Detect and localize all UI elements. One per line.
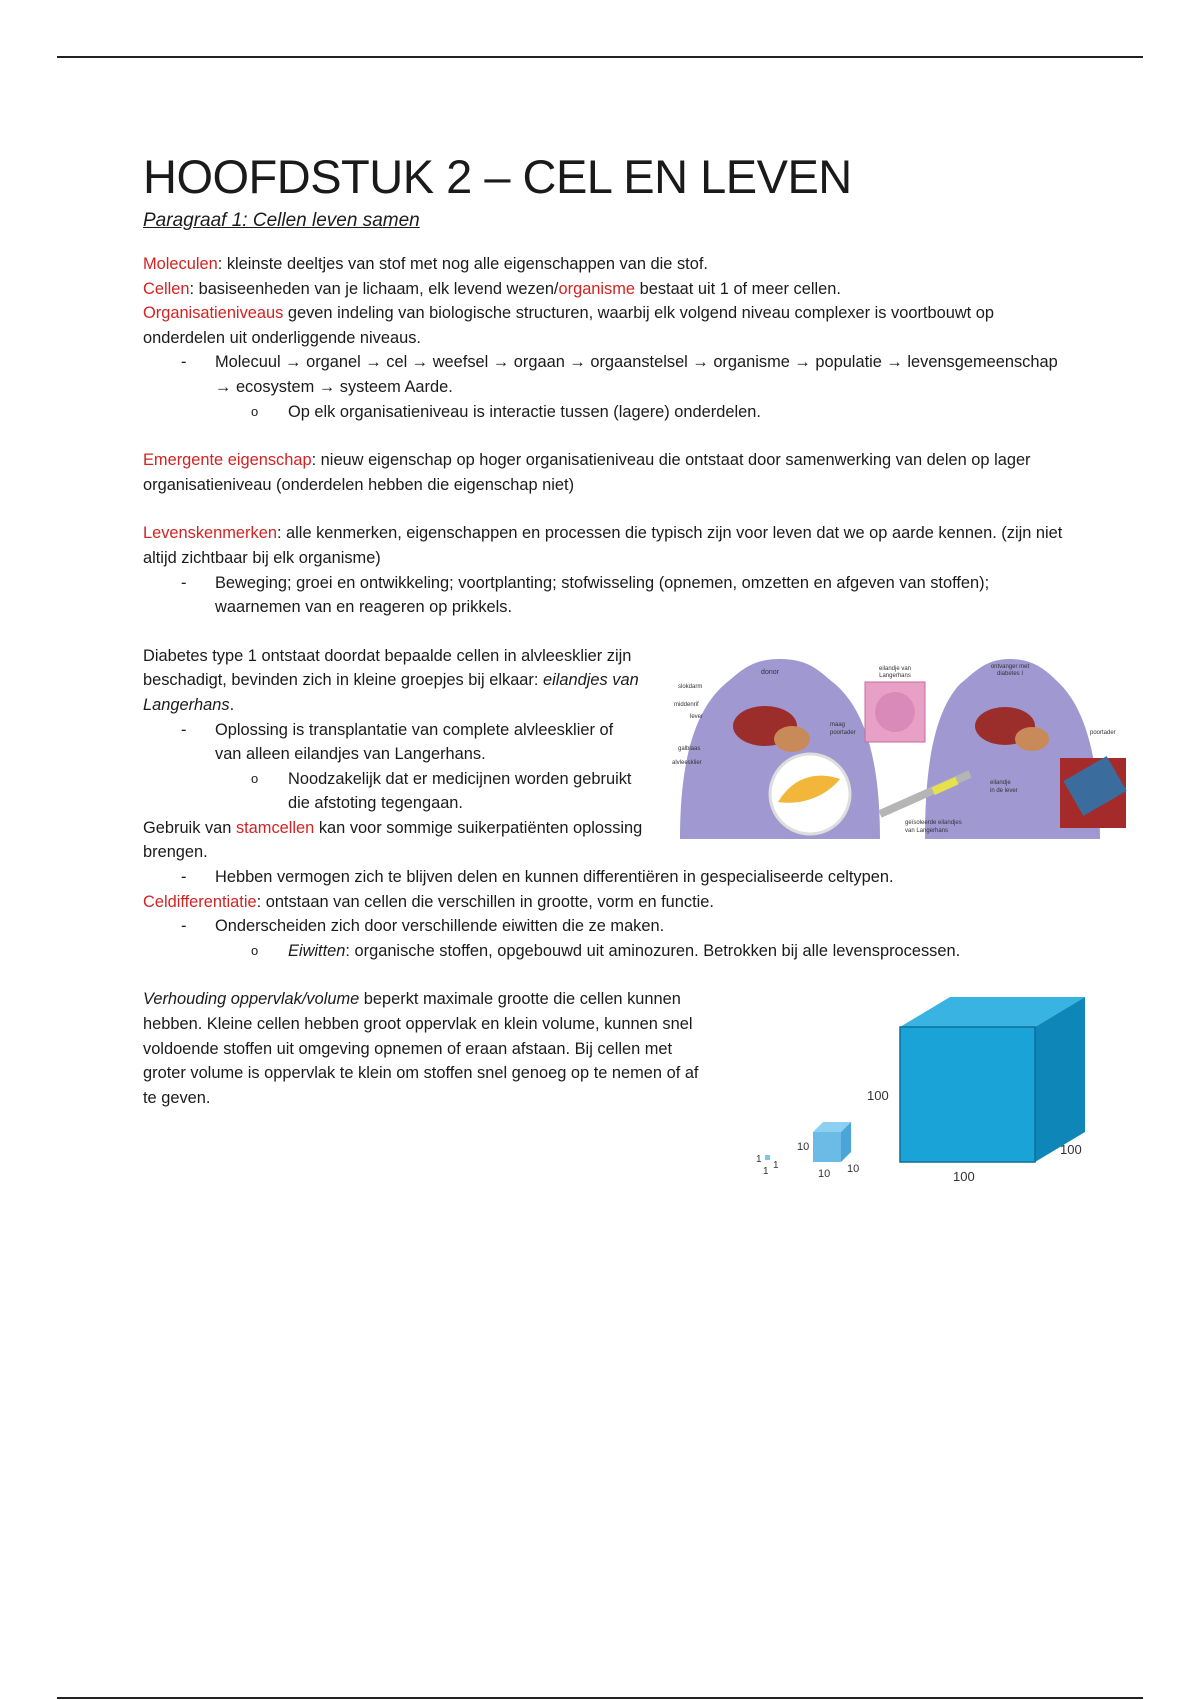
- def-emergente-eigenschap: Emergente eigenschap: nieuw eigenschap op hoger organisatieniveau die ontstaat door samenwerking van delen op lager organisatieniveau (onderdelen hebben die eigenschap niet): [143, 451, 1031, 494]
- figure-label: lever: [690, 714, 704, 720]
- cube-medium-label: 10: [847, 1163, 860, 1175]
- figure-label: eilandje van: [878, 666, 912, 672]
- islet-cluster: [875, 692, 915, 732]
- figure-label: ontvanger met: [990, 664, 1030, 670]
- cube-small-label: 1: [756, 1154, 762, 1165]
- diabetes-text: Diabetes type 1 ontstaat doordat bepaalde cellen in alvleesklier zijn beschadigt, bevinden zich in kleine groepjes bij elkaar: eilandjes van Langerhans.: [143, 646, 639, 714]
- stamcellen-text: Gebruik van stamcellen kan voor sommige suikerpatiënten oplossing brengen.: [143, 818, 643, 862]
- figure-label: maag: [830, 722, 846, 728]
- figure-label: alvleesklier: [672, 760, 702, 766]
- document-body: [143, 150, 1073, 1110]
- figure-label: van Langerhans: [905, 828, 949, 834]
- def-organisatieniveaus: Organisatieniveaus geven indeling van biologische structuren, waarbij elk volgend niveau complexer is voortbouwt op onderdelen uit onderliggende niveaus.: [143, 304, 994, 347]
- def-oppervlak-volume: Verhouding oppervlak/volume beperkt maximale grootte die cellen kunnen hebben. Kleine cellen hebben groot oppervlak en klein volume, kunnen snel voldoende stoffen uit omgeving opnemen of eraan afstaan. Bij cellen met groter volume is oppervlak te klein om stoffen snel genoeg op te nemen of af te geven.: [143, 990, 699, 1107]
- cube-medium: [813, 1132, 841, 1162]
- def-levenskenmerken: Levenskenmerken: alle kenmerken, eigenschappen en processen die typisch zijn voor leven dat we op aarde kennen. (zijn niet altijd zichtbaar bij elk organisme): [143, 524, 1063, 567]
- cube-large: [900, 1027, 1035, 1162]
- list-item: - Oplossing is transplantatie van complete alvleesklier of van alleen eilandjes van Langerhans.: [181, 720, 614, 764]
- cube-large-label: 100: [867, 1088, 889, 1103]
- figure-label: galblaas: [678, 746, 701, 752]
- figure-label: slokdarm: [678, 684, 703, 690]
- chapter-title: HOOFDSTUK 2 – CEL EN LEVEN: [143, 150, 852, 203]
- figure-label: Langerhans: [879, 673, 911, 679]
- def-cellen: Cellen: basiseenheden van je lichaam, elk levend wezen/organisme bestaat uit 1 of meer cellen.: [143, 279, 841, 298]
- figure-label: poortader: [1090, 730, 1116, 736]
- def-celdifferentiatie: Celdifferentiatie: ontstaan van cellen die verschillen in grootte, vorm en functie.: [143, 892, 714, 911]
- list-item: - Onderscheiden zich door verschillende eiwitten die ze maken.: [181, 917, 665, 936]
- figure-label: poortader: [830, 730, 856, 736]
- cube-small-label: 1: [773, 1160, 779, 1171]
- cube-large-label: 100: [953, 1169, 975, 1184]
- figure-label: middenrif: [674, 702, 699, 708]
- figure-label: in de lever: [990, 788, 1018, 794]
- cube-large-label: 100: [1060, 1142, 1082, 1157]
- cube-medium-label: 10: [797, 1141, 810, 1153]
- figure-label: donor: [761, 669, 779, 676]
- diabetes-transplant-figure: [670, 654, 1130, 842]
- footer-rule: [57, 1697, 1143, 1699]
- diabetes-block: [143, 644, 643, 865]
- figure-label: eilandje: [990, 780, 1011, 786]
- header-rule: [57, 56, 1143, 58]
- sub-list-item: o Noodzakelijk dat er medicijnen worden gebruikt die afstoting tegengaan.: [251, 769, 632, 813]
- list-item: - Molecuul → organel → cel → weefsel → orgaan → orgaanstelsel → organisme → populatie → levensgemeenschap → ecosystem → systeem Aarde.: [181, 353, 1058, 396]
- sub-list-item: o Op elk organisatieniveau is interactie tussen (lagere) onderdelen.: [251, 402, 761, 421]
- cube-medium-label: 10: [818, 1168, 831, 1180]
- stomach-icon: [1015, 727, 1049, 751]
- paragraph-heading: Paragraaf 1: Cellen leven samen: [143, 210, 420, 231]
- figure-label: geïsoleerde eilandjes: [905, 820, 962, 826]
- figure-label: diabetes I: [996, 671, 1024, 677]
- list-item: - Hebben vermogen zich te blijven delen en kunnen differentiëren in gespecialiseerde celtypen.: [181, 868, 894, 887]
- list-item: - Beweging; groei en ontwikkeling; voortplanting; stofwisseling (opnemen, omzetten en afgeven van stoffen); waarnemen van en reageren op prikkels.: [181, 573, 990, 617]
- surface-volume-cubes-figure: [745, 992, 1095, 1187]
- cube-small-label: 1: [763, 1166, 769, 1177]
- def-moleculen: Moleculen: kleinste deeltjes van stof met nog alle eigenschappen van die stof.: [143, 255, 708, 273]
- cube-small: [765, 1155, 770, 1160]
- stomach-icon: [774, 726, 810, 752]
- sub-list-item: o Eiwitten: organische stoffen, opgebouwd uit aminozuren. Betrokken bij alle levensprocessen.: [251, 941, 961, 960]
